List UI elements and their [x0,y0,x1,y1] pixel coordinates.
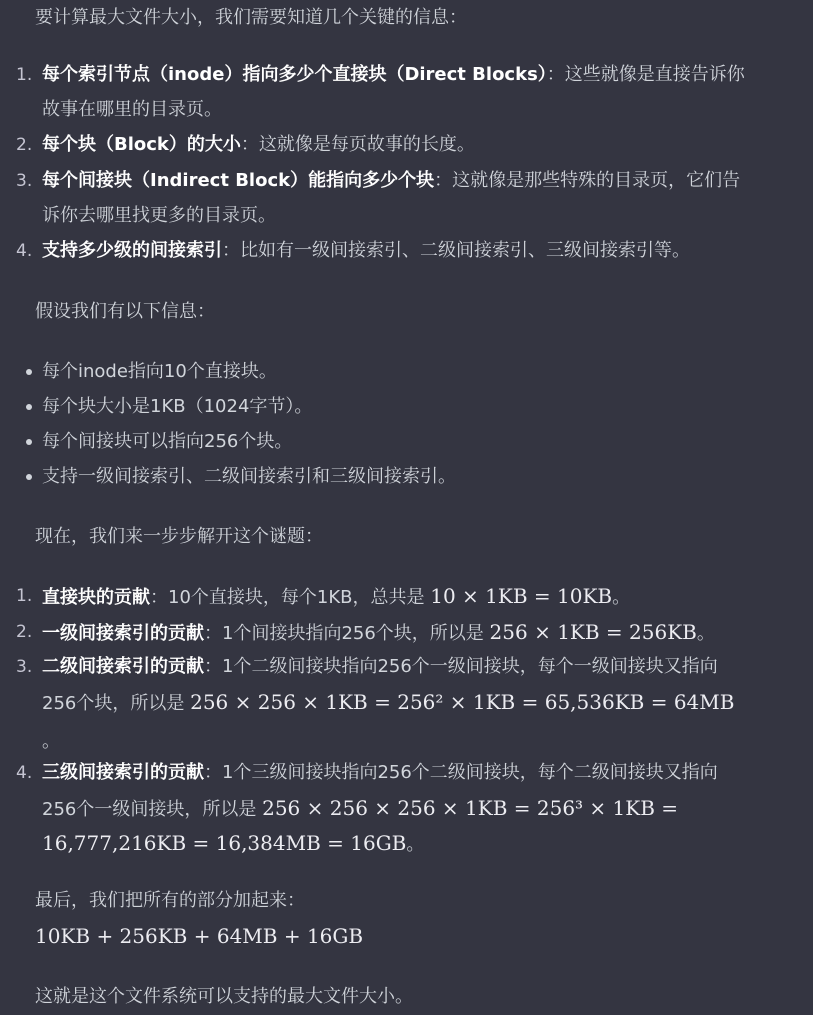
key-info-text: ：比如有一级间接索引、二级间接索引、三级间接索引等。 [222,240,690,261]
key-info-title: 每个间接块（Indirect Block）能指向多少个块 [42,170,435,191]
key-info-continuation: 诉你去哪里找更多的目录页。 [42,205,276,226]
assumption-text: 支持一级间接索引、二级间接索引和三级间接索引。 [42,466,456,487]
list-number: 4. [16,241,33,261]
step-math: 10 × 1KB = 10KB [430,584,613,608]
step-text: ：1个二级间接块指向256个一级间接块，每个一级间接块又指向 [204,656,718,677]
step-title: 二级间接索引的贡献 [42,656,204,677]
list-number: 3. [16,171,33,191]
bullet-icon [26,474,32,480]
key-info-continuation: 故事在哪里的目录页。 [42,99,222,120]
step-math-continuation: 16,777,216KB = 16,384MB = 16GB [42,831,407,855]
step-text: ：1个三级间接块指向256个二级间接块，每个二级间接块又指向 [204,762,718,783]
bullet-icon [26,404,32,410]
final-sum-equation: 10KB + 256KB + 64MB + 16GB [35,924,364,948]
list-item-line [42,127,475,163]
step-title: 三级间接索引的贡献 [42,762,204,783]
key-info-text: ：这些就像是直接告诉你 [546,64,745,85]
key-info-title: 每个索引节点（inode）指向多少个直接块（Direct Blocks） [42,64,547,85]
step-text: ：1个间接块指向256个块，所以是 [204,623,484,644]
key-info-text: ：这就像是每页故事的长度。 [240,134,475,155]
solve-intro: 现在，我们来一步步解开这个谜题： [35,526,323,547]
conclusion: 这就是这个文件系统可以支持的最大文件大小。 [35,986,413,1007]
step-end: 。 [696,623,715,644]
assumption-text: 每个inode指向10个直接块。 [42,361,277,382]
list-item-line [42,684,734,722]
assumption-intro: 假设我们有以下信息： [35,301,215,322]
step-title: 直接块的贡献 [42,587,150,608]
list-item-line [42,578,630,616]
step-title: 一级间接索引的贡献 [42,623,204,644]
list-item-line [42,649,718,685]
list-item-line [42,614,715,652]
list-number: 2. [16,622,33,642]
list-number: 2. [16,135,33,155]
key-info-text: ：这就像是那些特殊的目录页，它们告 [434,170,741,191]
assumption-text: 每个块大小是1KB（1024字节）。 [42,396,313,417]
intro-paragraph: 要计算最大文件大小，我们需要知道几个关键的信息： [35,7,467,28]
list-number: 1. [16,586,33,606]
step-math: 256 × 256 × 1KB = 256² × 1KB = 65,536KB = 64MB [190,690,735,714]
step-end: 。 [42,731,60,752]
step-math: 256 × 1KB = 256KB [489,620,697,644]
assumption-text: 每个间接块可以指向256个块。 [42,431,293,452]
key-info-title: 每个块（Block）的大小 [42,134,241,155]
step-math: 256 × 256 × 256 × 1KB = 256³ × 1KB = [262,796,679,820]
bullet-icon [26,369,32,375]
bullet-icon [26,439,32,445]
list-number: 4. [16,763,33,783]
step-continuation: 256个块，所以是 [42,693,185,714]
key-info-title: 支持多少级的间接索引 [42,240,222,261]
list-number: 1. [16,65,33,85]
list-item-line [42,233,690,269]
step-end: 。 [406,834,425,855]
list-item-line [42,755,718,791]
list-item-line [42,790,678,828]
step-continuation: 256个一级间接块，所以是 [42,799,257,820]
list-item-line [42,825,424,863]
final-intro: 最后，我们把所有的部分加起来： [35,890,305,911]
list-number: 3. [16,657,33,677]
list-item-line [42,163,740,199]
step-text: ：10个直接块，每个1KB，总共是 [150,587,425,608]
step-end: 。 [612,587,631,608]
list-item-line [42,57,745,93]
